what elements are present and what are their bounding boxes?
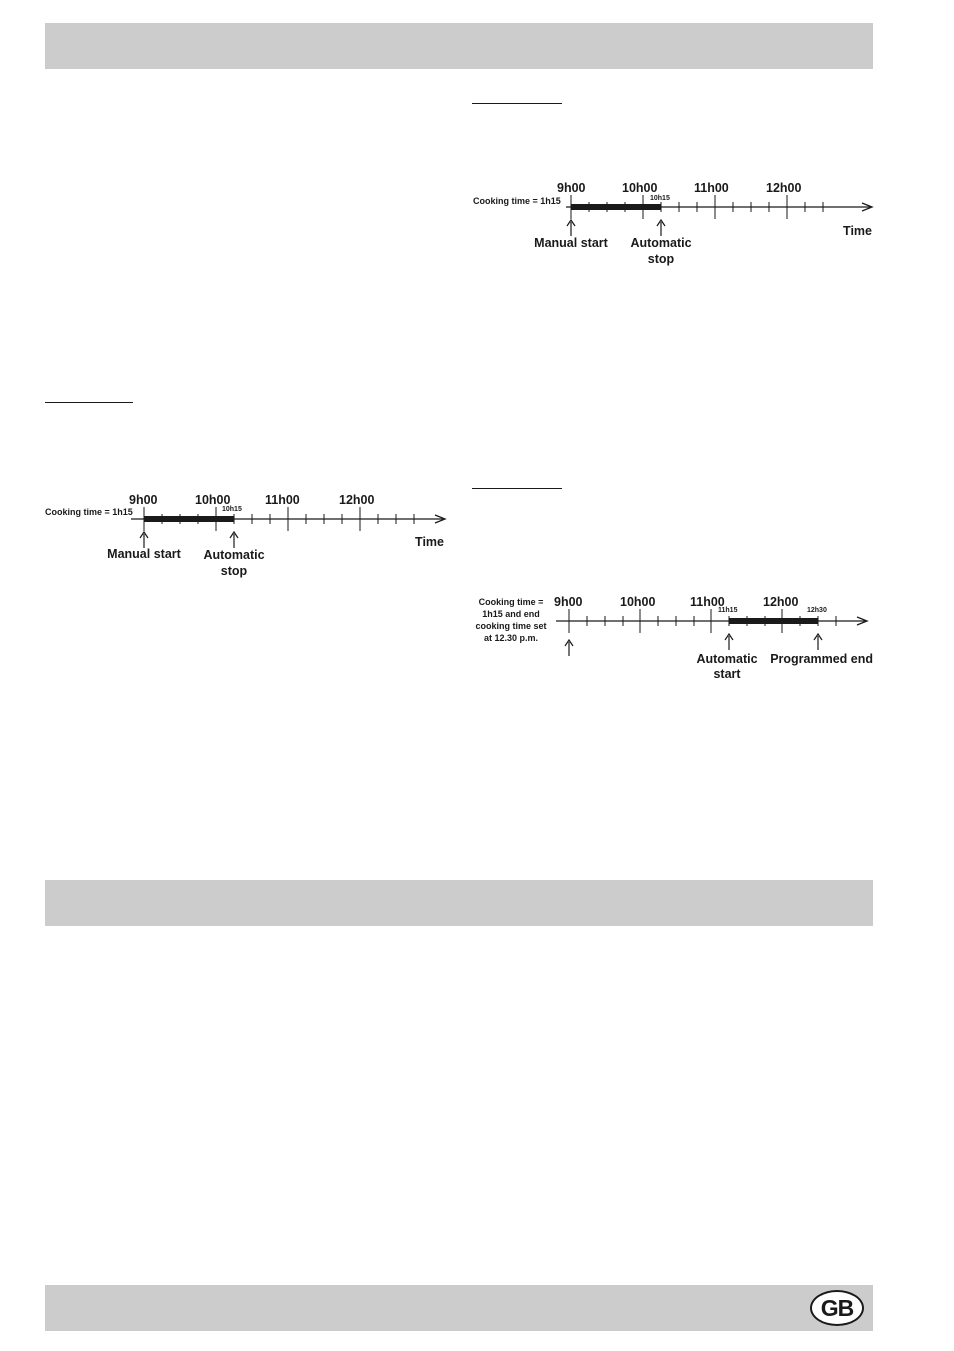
end-mark-label: 12h30 <box>807 607 827 614</box>
hour-label: 11h00 <box>694 181 729 195</box>
timeline-manual-left <box>43 490 453 585</box>
hour-label: 12h00 <box>339 493 375 507</box>
hour-label: 12h00 <box>763 595 799 609</box>
hour-label: 10h00 <box>622 181 658 195</box>
hour-label: 9h00 <box>554 595 583 609</box>
end-mark-label: 10h15 <box>650 195 670 202</box>
axis-label: Time <box>415 535 444 549</box>
hour-label: 11h00 <box>690 595 725 609</box>
auto-start-label-line1: Automatic <box>696 652 758 666</box>
stop-label-line2: stop <box>647 252 675 266</box>
hour-label: 9h00 <box>557 181 586 195</box>
stop-label-line1: Automatic <box>203 548 265 562</box>
header-band <box>45 23 873 69</box>
axis-label: Time <box>843 224 872 238</box>
auto-start-label-line2: start <box>713 667 741 681</box>
cooking-period-bar <box>144 516 234 522</box>
end-mark-label: 10h15 <box>222 506 242 513</box>
country-code: GB <box>820 1294 854 1321</box>
hour-label: 9h00 <box>129 493 158 507</box>
hour-label: 10h00 <box>195 493 231 507</box>
cooking-time-label: Cooking time = 1h15 <box>45 507 133 517</box>
stop-label-line2: stop <box>220 564 248 578</box>
caption-line3: cooking time set <box>475 621 547 631</box>
footer-band <box>45 1285 873 1331</box>
hour-label: 11h00 <box>265 493 300 507</box>
hour-label: 12h00 <box>766 181 802 195</box>
caption-line4: at 12.30 p.m. <box>483 633 539 643</box>
country-badge <box>810 1290 864 1326</box>
section-rule-left <box>45 402 133 403</box>
section-rule-right-2 <box>472 488 562 489</box>
programmed-end-label: Programmed end <box>770 652 873 666</box>
hour-label: 10h00 <box>620 595 656 609</box>
caption-line1: Cooking time = <box>478 597 544 607</box>
start-mark-label: 11h15 <box>718 607 738 614</box>
cooking-time-label: Cooking time = 1h15 <box>473 196 561 206</box>
start-label: Manual start <box>534 236 608 250</box>
timeline-manual-right <box>470 178 880 273</box>
cooking-period-bar <box>571 204 661 210</box>
cooking-period-bar <box>729 618 818 624</box>
stop-label-line1: Automatic <box>630 236 692 250</box>
timeline-programmed <box>470 592 880 687</box>
section-rule-right <box>472 103 562 104</box>
start-label: Manual start <box>107 547 181 561</box>
caption-line2: 1h15 and end <box>482 609 540 619</box>
section-band <box>45 880 873 926</box>
